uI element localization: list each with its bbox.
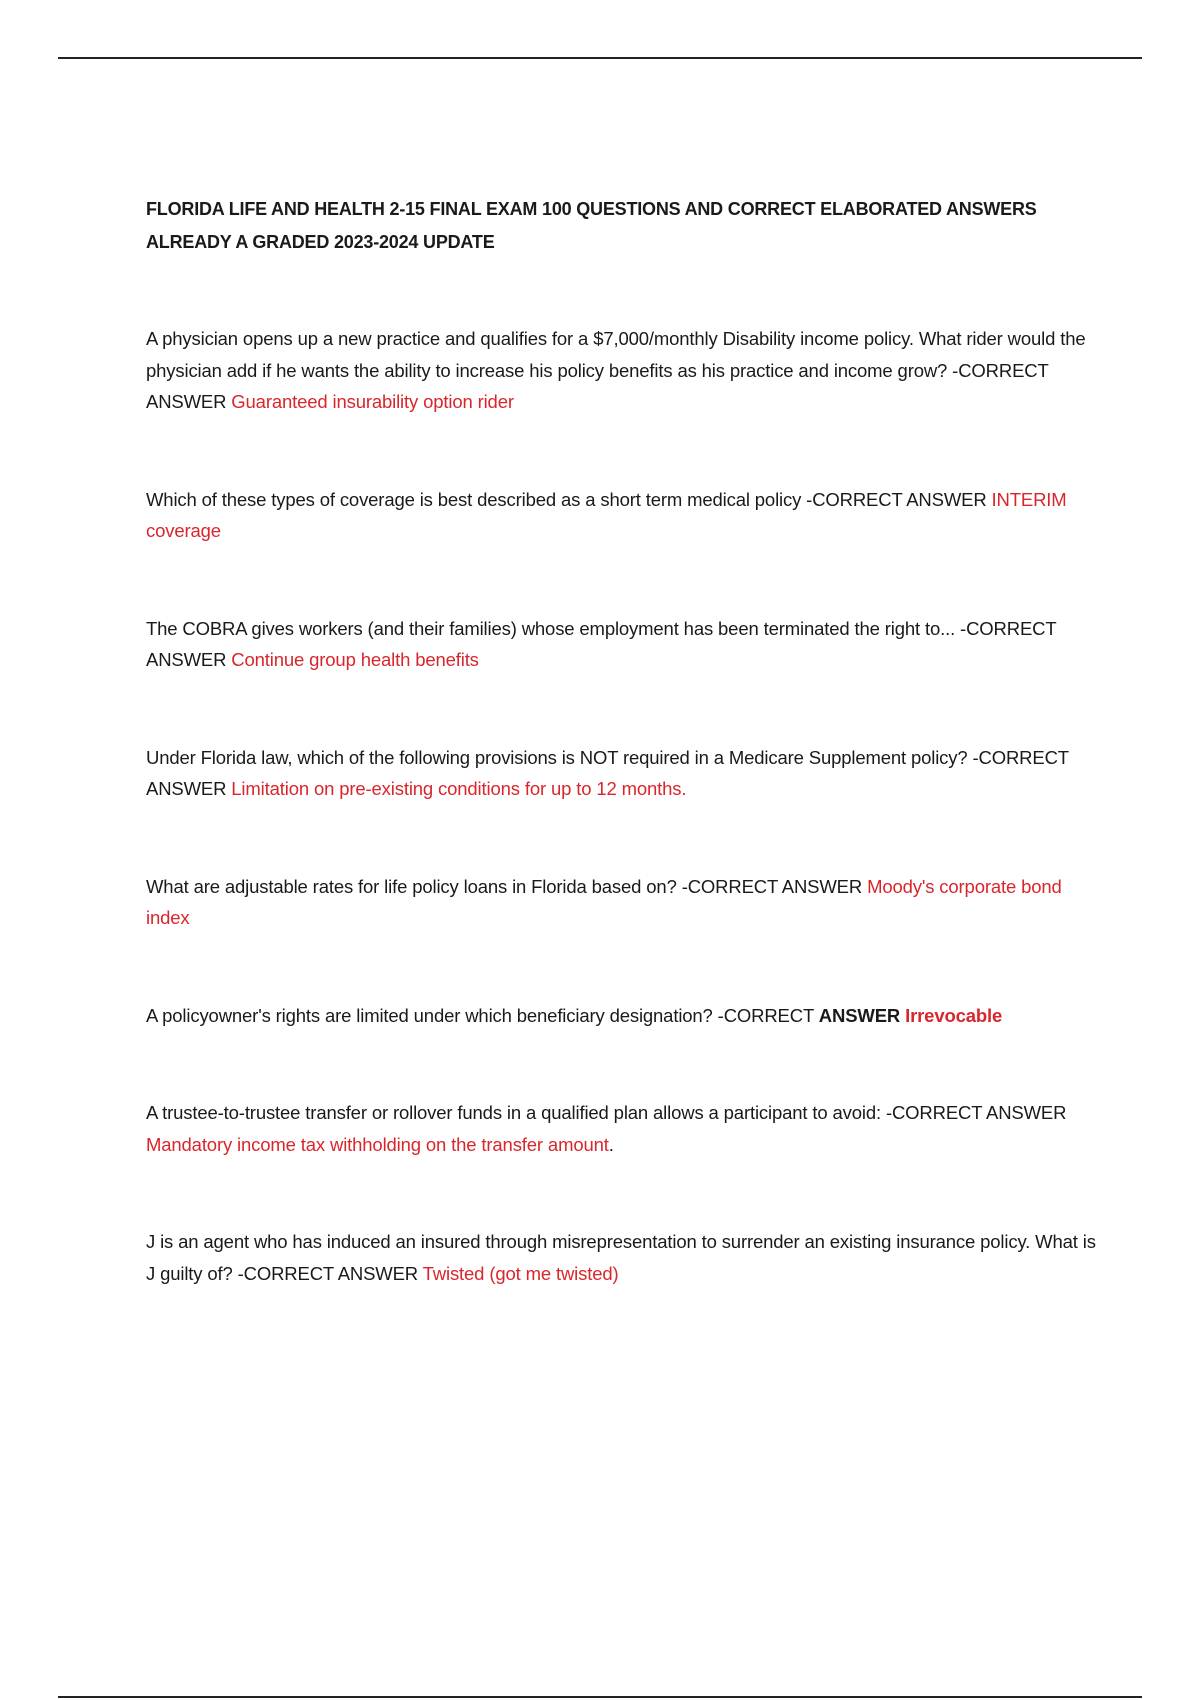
answer-text: Limitation on pre-existing conditions for up to 12 months. xyxy=(231,778,687,799)
question-text: Which of these types of coverage is best described as a short term medical policy -CORRECT ANSWER xyxy=(146,488,992,510)
answer-text: Continue group health benefits xyxy=(231,649,479,670)
qa-item-4 xyxy=(146,742,1096,805)
qa-item-6 xyxy=(146,1000,1096,1032)
qa-item-5 xyxy=(146,871,1096,934)
qa-item-3 xyxy=(146,613,1096,676)
qa-item-8 xyxy=(146,1226,1096,1289)
question-text: A trustee-to-trustee transfer or rollover funds in a qualified plan allows a participant to avoid: -CORRECT ANSWER xyxy=(146,1102,1067,1123)
answer-text: INTERIM coverage xyxy=(146,488,1067,541)
answer-text: Guaranteed insurability option rider xyxy=(231,391,514,412)
document-body xyxy=(146,193,1096,1355)
question-text: Under Florida law, which of the following provisions is NOT required in a Medicare Supplement policy? -CORRECT ANSWER xyxy=(146,746,1069,799)
header-rule xyxy=(58,57,1142,59)
answer-text: Irrevocable xyxy=(905,1004,1003,1026)
question-text: A physician opens up a new practice and qualifies for a $7,000/monthly Disability income policy. What rider would the physician add if he wants the ability to increase his policy benefits as his practice and income grow? -CORRECT ANSWER xyxy=(146,328,1086,412)
question-text: What are adjustable rates for life policy loans in Florida based on? -CORRECT ANSWER xyxy=(146,875,868,897)
answer-text: Moody's corporate bond index xyxy=(146,875,1062,928)
answer-marker-bold: ANSWER xyxy=(818,1004,906,1026)
qa-item-1 xyxy=(146,323,1096,418)
answer-text: Mandatory income tax withholding on the transfer amount xyxy=(146,1133,609,1155)
question-text: The COBRA gives workers (and their families) whose employment has been terminated the right to... -CORRECT ANSWER xyxy=(146,617,1057,670)
question-text: J is an agent who has induced an insured through misrepresentation to surrender an existing insurance policy. What is J guilty of? -CORRECT ANSWER xyxy=(146,1231,1096,1284)
qa-item-7 xyxy=(146,1097,1096,1160)
qa-item-2 xyxy=(146,484,1096,547)
footer-rule xyxy=(58,1696,1142,1698)
answer-trailing-period: . xyxy=(608,1133,614,1155)
answer-text: Twisted (got me twisted) xyxy=(422,1262,619,1284)
question-text: A policyowner's rights are limited under which beneficiary designation? -CORRECT xyxy=(146,1004,819,1026)
document-title: FLORIDA LIFE AND HEALTH 2-15 FINAL EXAM 100 QUESTIONS AND CORRECT ELABORATED ANSWERS ALREADY A GRADED 2023-2024 UPDATE xyxy=(146,199,1037,252)
